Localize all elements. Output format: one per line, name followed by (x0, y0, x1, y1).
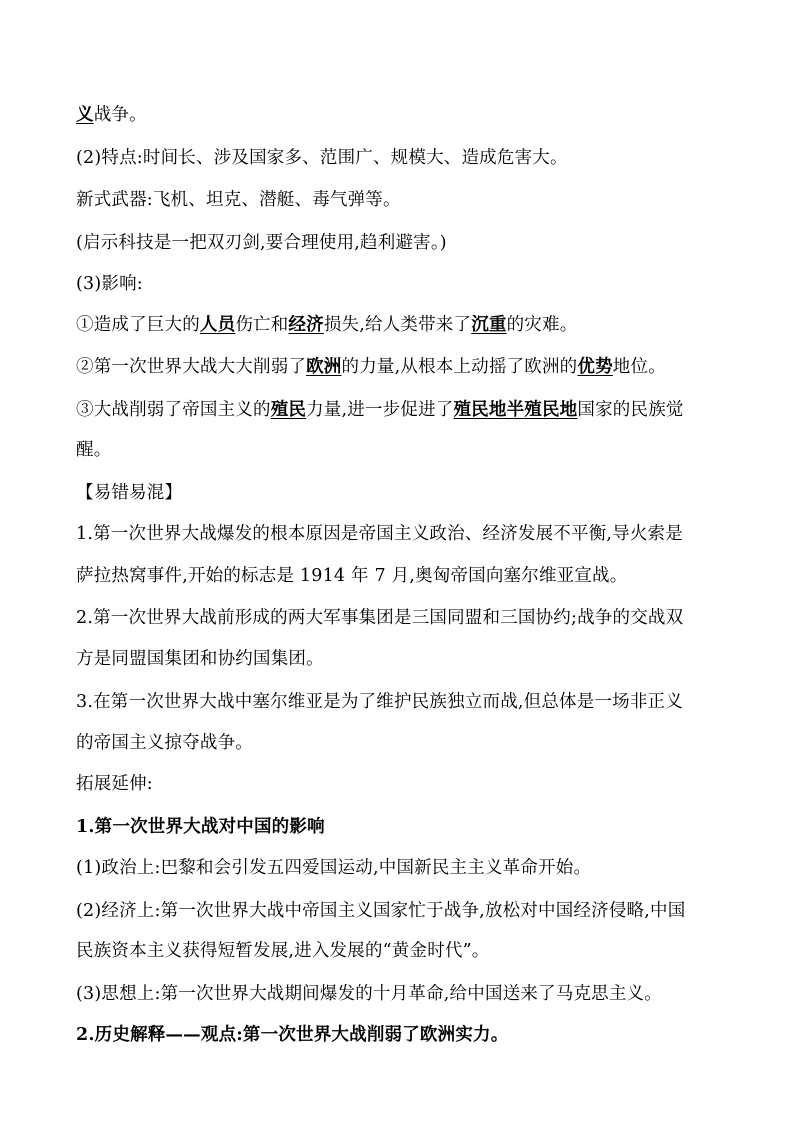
underlined-answer: 优势 (577, 357, 613, 377)
text-line: 萨拉热窝事件,开始的标志是 1914 年 7 月,奥匈帝国向塞尔维亚宣战。 (76, 566, 628, 586)
text-line: (1)政治上:巴黎和会引发五四爱国运动,中国新民主主义革命开始。 (76, 858, 592, 878)
text-line: ②第一次世界大战大大削弱了欧洲的力量,从根本上动摇了欧洲的优势地位。 (76, 357, 666, 377)
text-line: 2.第一次世界大战前形成的两大军事集团是三国同盟和三国协约;战争的交战双 (76, 608, 684, 628)
underlined-answer: 殖民 (270, 400, 307, 420)
underlined-answer: 人员 (199, 315, 236, 335)
text-line: (3)思想上:第一次世界大战期间爆发的十月革命,给中国送来了马克思主义。 (76, 984, 662, 1004)
section-heading: 【易错易混】 (76, 483, 183, 503)
subsection-heading: 1.第一次世界大战对中国的影响 (76, 817, 325, 837)
text-line: 新式武器:飞机、坦克、潜艇、毒气弹等。 (76, 190, 401, 210)
text-line: ①造成了巨大的人员伤亡和经济损失,给人类带来了沉重的灾难。 (76, 315, 578, 335)
text-line: 民族资本主义获得短暂发展,进入发展的“黄金时代”。 (76, 941, 490, 961)
text-line: (启示科技是一把双刃剑,要合理使用,趋利避害。) (76, 233, 447, 253)
text-line: (2)经济上:第一次世界大战中帝国主义国家忙于战争,放松对中国经济侵略,中国 (76, 901, 686, 921)
text-line: 3.在第一次世界大战中塞尔维亚是为了维护民族独立而战,但总体是一场非正义 (76, 692, 683, 712)
text-line: ③大战削弱了帝国主义的殖民力量,进一步促进了殖民地半殖民地国家的民族觉 (76, 400, 684, 420)
underlined-answer: 殖民地半殖民地 (453, 400, 578, 420)
subsection-heading: 2.历史解释——观点:第一次世界大战削弱了欧洲实力。 (76, 1025, 509, 1045)
underlined-answer: 沉重 (471, 315, 507, 335)
text-line: 醒。 (76, 440, 112, 460)
text-line: (3)影响: (76, 274, 143, 294)
text-line: 的帝国主义掠夺战争。 (76, 733, 253, 753)
underlined-answer: 欧洲 (306, 357, 342, 377)
section-heading: 拓展延伸: (76, 774, 153, 794)
text-line: 1.第一次世界大战爆发的根本原因是帝国主义政治、经济发展不平衡,导火索是 (76, 524, 683, 544)
underlined-answer: 经济 (288, 315, 324, 335)
text-line: 方是同盟国集团和协约国集团。 (76, 649, 324, 669)
text-line: 义战争。 (76, 105, 147, 125)
underlined-answer: 义 (76, 105, 94, 125)
text-line: (2)特点:时间长、涉及国家多、范围广、规模大、造成危害大。 (76, 148, 568, 168)
